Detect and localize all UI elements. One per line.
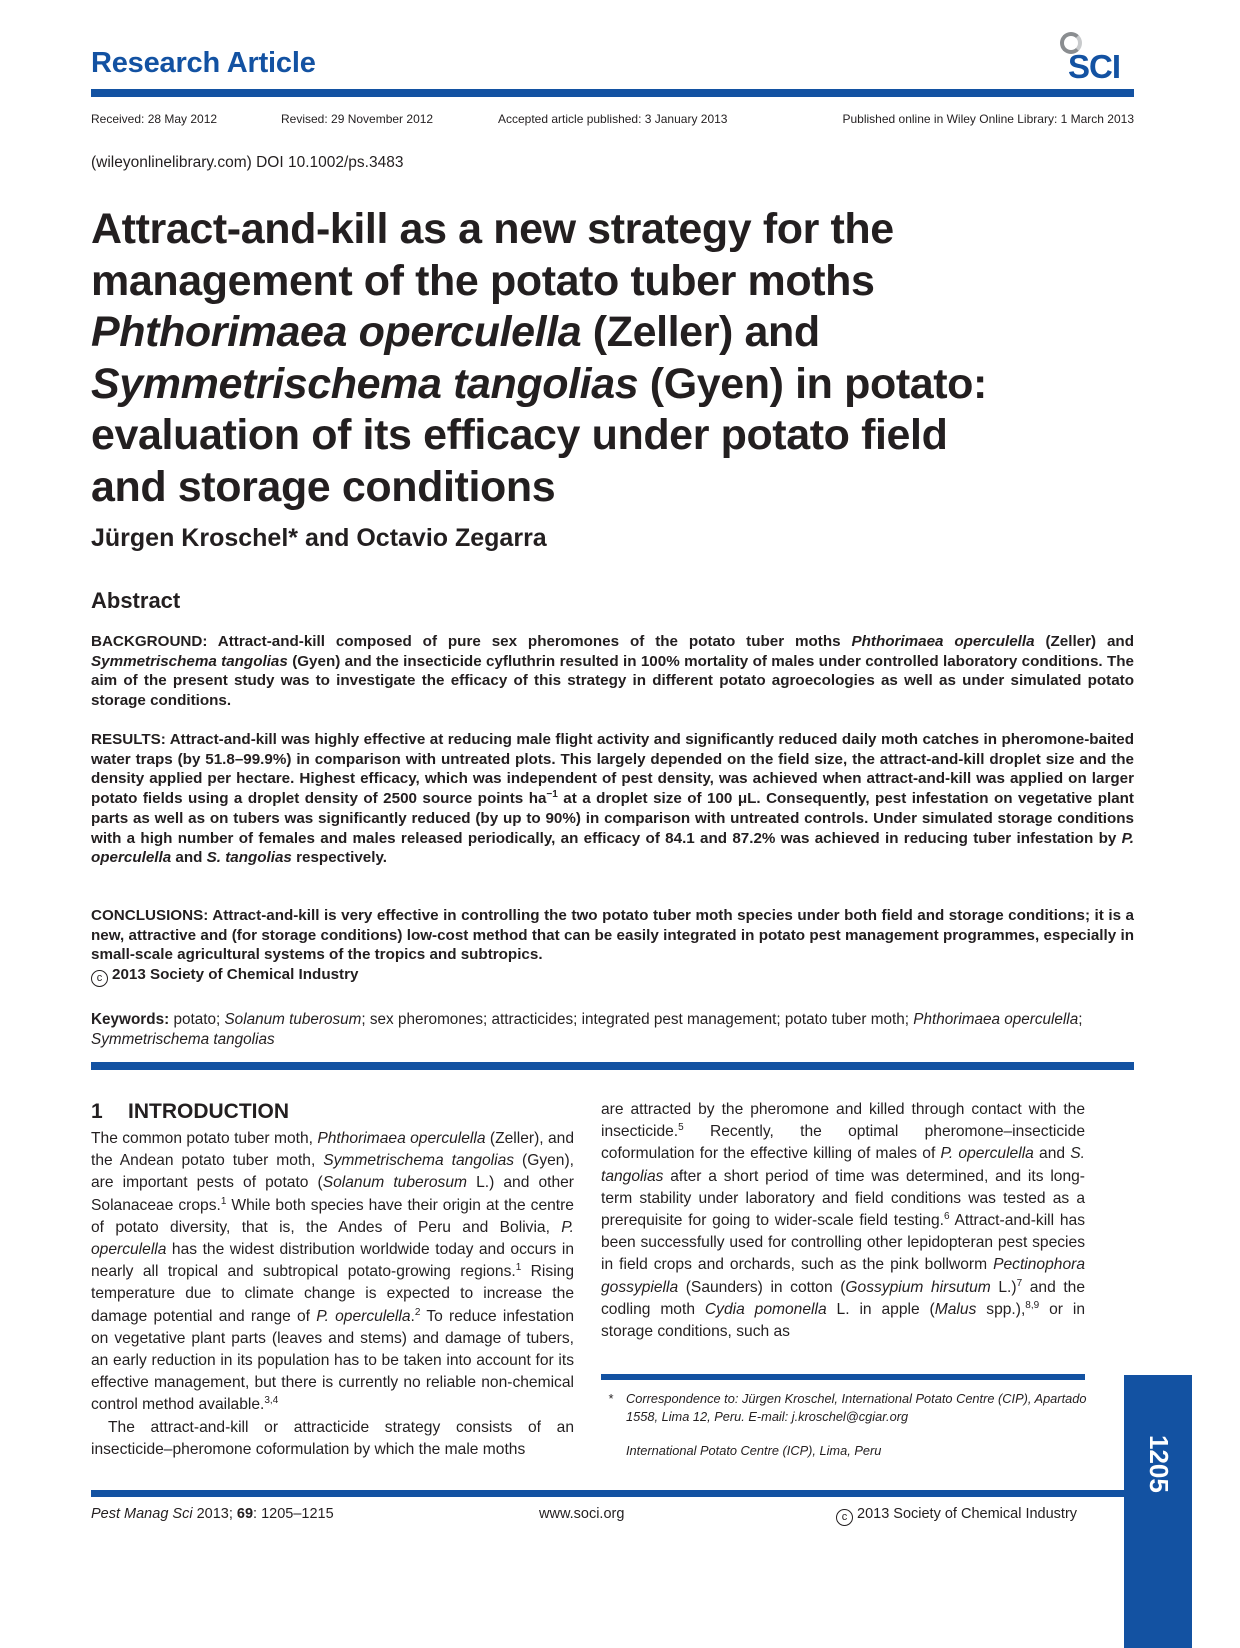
paragraph — [601, 1099, 1085, 1343]
logo-text: SCI — [1068, 48, 1121, 85]
text: L. in apple ( — [826, 1300, 935, 1318]
text: (Saunders) in cotton ( — [678, 1278, 846, 1296]
citation: 3,4 — [264, 1395, 279, 1407]
header-rule — [91, 89, 1134, 97]
revised-date: Revised: 29 November 2012 — [281, 112, 434, 126]
title-line: management of the potato tuber moths — [91, 256, 875, 305]
species-name: P. operculella — [316, 1307, 411, 1325]
text: (Gyen), are important pests of potato ( — [91, 1152, 574, 1192]
copyright-icon: c — [836, 1509, 853, 1526]
title-text: (Gyen) in potato: — [638, 359, 987, 408]
footnote-marker: * — [608, 1391, 613, 1406]
text: at a droplet size of 100 μL. Consequently, pest infestation on vegetative plant parts as well as on tubers was significantly reduced (by up to 90%) in comparison with untreated controls. Under simulated storage conditions with a high number of females and males released periodically, an efficacy of 84.1 and 87.2% was achieved in reducing tuber infestation by — [91, 790, 1134, 847]
abstract-conclusions — [91, 906, 1134, 987]
species-name: Cydia pomonella — [704, 1300, 827, 1318]
text: (Zeller), and the Andean potato tuber moth, — [91, 1130, 574, 1170]
abstract-results — [91, 730, 1134, 868]
species-name: Symmetrischema tangolias — [91, 359, 639, 408]
text: 2013; — [192, 1506, 237, 1522]
correspondence: Correspondence to: Jürgen Kroschel, International Potato Centre (CIP), Apartado 1558, Lima 12, Peru. E-mail: j.kroschel@cgiar.org — [626, 1391, 1087, 1424]
text: and the codling moth — [601, 1278, 1085, 1318]
paragraph — [91, 1128, 574, 1417]
text: L.) — [990, 1278, 1017, 1296]
text: . — [410, 1307, 415, 1325]
title-line: evaluation of its efficacy under potato field — [91, 411, 948, 459]
species-name: S. tangolias — [601, 1145, 1085, 1185]
text: Attract-and-kill has been successfully used for controlling other lepidopteran pest species in field crops and orchards, such as the pink bollworm — [601, 1212, 1085, 1274]
text: CONCLUSIONS: Attract-and-kill is very effective in controlling the two potato tuber moth species under both field and storage conditions; it is a new, attractive and (for storage conditions) low-cost method that can be easily integrated in potato pest management programmes, especially in small-scale agricultural systems of the tropics and subtropics. — [91, 907, 1134, 964]
species-name: Malus — [934, 1300, 977, 1318]
copyright-text: 2013 Society of Chemical Industry — [857, 1506, 1078, 1522]
keyword: Symmetrischema tangolias — [91, 1031, 275, 1048]
species-name: Phthorimaea operculella — [91, 308, 582, 356]
species-name: Symmetrischema tangolias — [91, 652, 288, 670]
text: (Gyen) and the insecticide cyfluthrin resulted in 100% mortality of males under controlled laboratory conditions. The aim of the present study was to investigate the efficacy of this strategy in different potato agroecologies as well as under simulated potato storage conditions. — [91, 652, 1134, 710]
journal-citation — [91, 1506, 334, 1522]
title-line — [91, 359, 1131, 411]
text: Rising temperature due to climate change is expected to increase the damage potential and range of — [91, 1263, 574, 1325]
section-number: 1 — [91, 1100, 103, 1123]
footer-copyright — [836, 1506, 1077, 1526]
citation: 2 — [414, 1306, 421, 1318]
citation: 5 — [678, 1122, 684, 1134]
section-heading — [91, 1100, 289, 1124]
page-number: 1205 — [1144, 1435, 1174, 1493]
journal-name: Pest Manag Sci — [91, 1506, 193, 1522]
citation: 7 — [1016, 1277, 1023, 1289]
species-name: Solanum tuberosum — [322, 1174, 468, 1192]
title-line — [91, 307, 1131, 359]
species-name: Pectinophora gossypiella — [601, 1256, 1085, 1296]
text: L.) and other Solanaceae crops. — [91, 1174, 574, 1214]
species-name: P. operculella — [940, 1145, 1034, 1163]
species-name: S. tangolias — [206, 849, 292, 867]
citation: 8,9 — [1025, 1299, 1040, 1311]
species-name: Phthorimaea operculella — [851, 633, 1035, 650]
text: Recently, the optimal pheromone–insecticide coformulation for the effective killing of males of — [601, 1123, 1085, 1163]
keyword: Solanum tuberosum — [224, 1011, 362, 1028]
title-line: and storage conditions — [91, 462, 556, 511]
paragraph: The attract-and-kill or attracticide strategy consists of an insecticide–pheromone coformulation by which the male moths — [91, 1418, 574, 1458]
left-column — [91, 1128, 574, 1461]
citation: 6 — [944, 1210, 950, 1222]
abstract-heading: Abstract — [91, 588, 181, 613]
doi: (wileyonlinelibrary.com) DOI 10.1002/ps.3483 — [91, 154, 404, 171]
section-rule — [91, 1062, 1134, 1070]
text: respectively. — [291, 849, 388, 867]
article-type-label: Research Article — [91, 47, 316, 79]
species-name: Symmetrischema tangolias — [323, 1152, 515, 1170]
affiliation: International Potato Centre (ICP), Lima, Peru — [626, 1443, 882, 1458]
species-name: Phthorimaea operculella — [317, 1130, 486, 1147]
text: and — [171, 849, 207, 867]
text: ; — [1078, 1011, 1083, 1028]
keywords-label: Keywords: — [91, 1011, 170, 1028]
text: While both species have their origin at the centre of potato diversity, that is, the Andes of Peru and Bolivia, — [91, 1196, 574, 1236]
footnote-rule — [601, 1374, 1085, 1380]
text: after a short period of time was determined, and its long-term stability under laboratory and field conditions was tested as a prerequisite for going to wider-scale field testing. — [601, 1167, 1085, 1230]
text: has the widest distribution worldwide today and occurs in nearly all tropical and subtropical potato-growing regions. — [91, 1241, 574, 1281]
authors: Jürgen Kroschel* and Octavio Zegarra — [91, 524, 547, 552]
sci-logo — [1052, 28, 1132, 86]
superscript: −1 — [546, 789, 558, 801]
website-link[interactable]: www.soci.org — [539, 1506, 625, 1522]
text: To reduce infestation on vegetative plant parts (leaves and stems) and damage of tubers, an early reduction in its population has to be taken into account for its effective management, but there is currently no reliable non-chemical control method available. — [91, 1307, 574, 1414]
copyright-icon: c — [91, 970, 108, 987]
title-text: (Zeller) and — [581, 308, 820, 356]
text: potato; — [169, 1011, 225, 1028]
species-name: P. operculella — [91, 829, 1134, 867]
accepted-date: Accepted article published: 3 January 2013 — [498, 112, 728, 126]
copyright-text: 2013 Society of Chemical Industry — [112, 966, 359, 984]
right-column — [601, 1099, 1085, 1343]
text: RESULTS: Attract-and-kill was highly effective at reducing male flight activity and significantly reduced daily moth catches in pheromone-baited water traps (by 51.8–99.9%) in comparison with untreated plots. This largely depended on the field size, the attract-and-kill droplet size and the density applied per hectare. Highest efficacy, which was independent of pest density, was achieved when attract-and-kill was applied on larger potato fields using a droplet density of 2500 source points ha — [91, 731, 1134, 808]
page-number-tab — [1124, 1375, 1192, 1648]
text: spp.), — [976, 1300, 1026, 1318]
text: are attracted by the pheromone and killed through contact with the insecticide. — [601, 1101, 1085, 1141]
text: or in storage conditions, such as — [601, 1300, 1086, 1341]
footnote — [610, 1390, 1090, 1460]
keyword: Phthorimaea operculella — [913, 1011, 1079, 1028]
text: The common potato tuber moth, — [91, 1130, 318, 1147]
species-name: Gossypium hirsutum — [845, 1278, 991, 1296]
section-title: INTRODUCTION — [128, 1100, 289, 1123]
article-title — [91, 204, 1131, 513]
species-name: P. operculella — [91, 1218, 574, 1259]
citation: 1 — [220, 1195, 227, 1207]
citation: 1 — [515, 1262, 522, 1274]
text: (Zeller) and — [1034, 633, 1134, 650]
abstract-background — [91, 632, 1134, 711]
received-date: Received: 28 May 2012 — [91, 112, 218, 126]
keywords — [91, 1010, 1134, 1050]
text: ; sex pheromones; attracticides; integrated pest management; potato tuber moth; — [361, 1011, 914, 1028]
footer-rule — [91, 1490, 1134, 1497]
published-date: Published online in Wiley Online Library: 1 March 2013 — [842, 112, 1134, 126]
volume: 69 — [236, 1506, 254, 1522]
text: BACKGROUND: Attract-and-kill composed of pure sex pheromones of the potato tuber moths — [91, 633, 852, 650]
title-line: Attract-and-kill as a new strategy for the — [91, 205, 894, 253]
pages: : 1205–1215 — [253, 1506, 334, 1522]
text: and — [1033, 1145, 1071, 1163]
